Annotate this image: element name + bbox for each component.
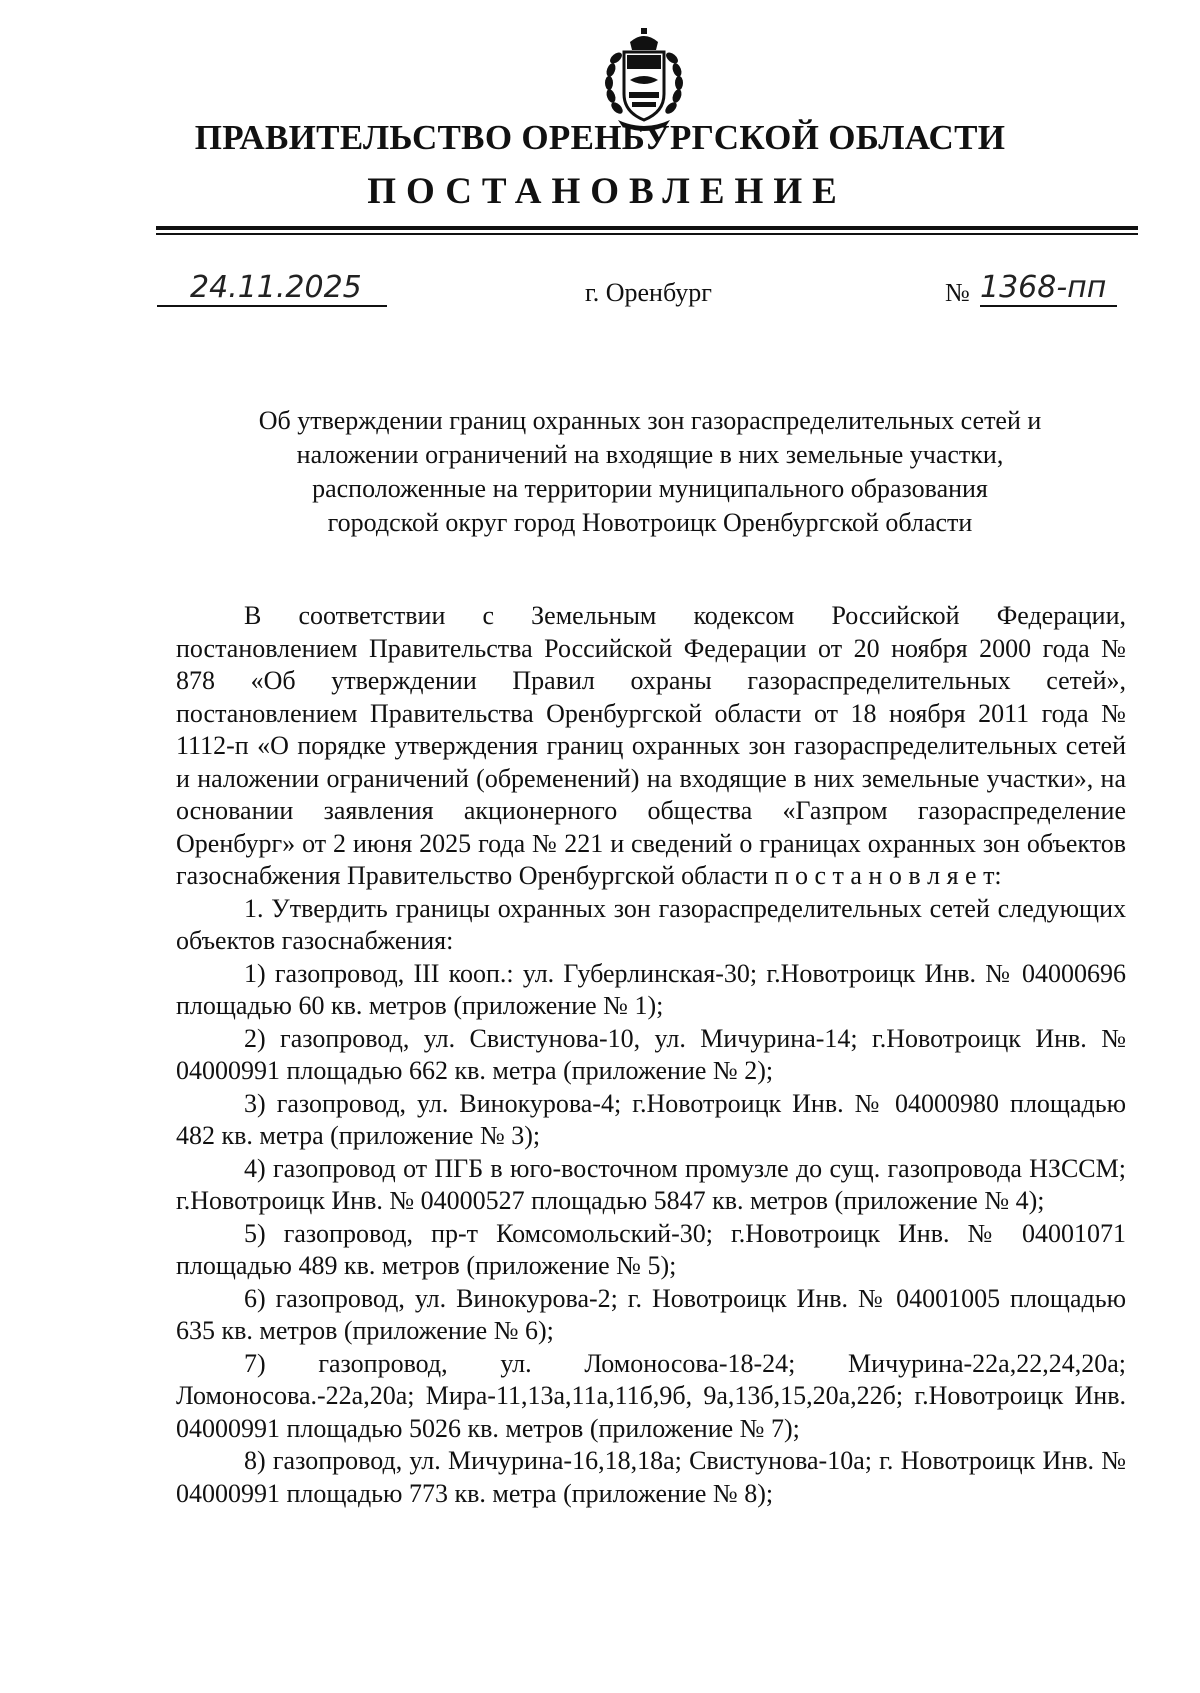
subject-line: наложении ограничений на входящие в них земельные участки, [296,440,1004,469]
document-type: ПОСТАНОВЛЕНИЕ [367,171,847,212]
point-1: 1. Утвердить границы охранных зон газораспределительных сетей следующих объектов газоснабжения: [176,893,1126,955]
header-divider-thin [156,233,1138,235]
document-date: 24.11.2025 [190,270,362,305]
list-item: 5) газопровод, пр-т Комсомольский-30; г.Новотроицк Инв. № 04001071 площадью 489 кв. метров (приложение № 5); [176,1218,1126,1280]
coat-of-arms-icon [594,28,694,132]
number-underline [980,305,1117,307]
subject-line: расположенные на территории муниципального образования [312,474,988,503]
document-subject [160,404,1140,540]
document-number: 1368-пп [980,270,1107,305]
list-item: 6) газопровод, ул. Винокурова-2; г. Новотроицк Инв. № 04001005 площадью 635 кв. метров (приложение № 6); [176,1283,1126,1345]
preamble-paragraph: В соответствии с Земельным кодексом Российской Федерации, постановлением Правительства Российской Федерации от 20 ноября 2000 года № 878 «Об утверждении Правил охраны газораспределительных сетей», постановлением Правительства Оренбургской области от 18 ноября 2011 года № 1112-п «О порядке утверждения границ охранных зон газораспределительных сетей и наложении ограничений (обременений) на входящие в них земельные участки», на основании заявления акционерного общества «Газпром газораспределение Оренбург» от 2 июня 2025 года № 221 и сведений о границах охранных зон объектов газоснабжения Правительство Оренбургской области п о с т а н о в л я е т: [176,601,1126,890]
header-divider [156,226,1138,230]
subject-line: Об утверждении границ охранных зон газораспределительных сетей и [258,406,1042,435]
list-item: 8) газопровод, ул. Мичурина-16,18,18а; Свистунова-10а; г. Новотроицк Инв. № 04000991 площадью 773 кв. метра (приложение № 8); [176,1446,1126,1508]
list-item: 3) газопровод, ул. Винокурова-4; г.Новотроицк Инв. № 04000980 площадью 482 кв. метра (приложение № 3); [176,1088,1126,1150]
list-item: 1) газопровод, III кооп.: ул. Губерлинская-30; г.Новотроицк Инв. № 04000696 площадью 60 кв. метров (приложение № 1); [176,958,1126,1020]
list-item: 7) газопровод, ул. Ломоносова-18-24; Мичурина-22а,22,24,20а; Ломоносова.-22а,20а; Мира-11,13а,11а,11б,9б, 9а,13б,15,20а,22б; г.Новотроицк Инв. 04000991 площадью 5026 кв. метров (приложение № 7); [176,1348,1126,1443]
document-city: г. Оренбург [585,278,712,307]
document-number-label: № [945,278,970,307]
list-item: 4) газопровод от ПГБ в юго-восточном промузле до сущ. газопровода НЗССМ; г.Новотроицк Инв. № 04000527 площадью 5847 кв. метров (приложение № 4); [176,1153,1126,1215]
list-item: 2) газопровод, ул. Свистунова-10, ул. Мичурина-14; г.Новотроицк Инв. № 04000991 площадью 662 кв. метра (приложение № 2); [176,1023,1126,1085]
document-body [176,600,1126,1510]
subject-line: городской округ город Новотроицк Оренбургской области [327,508,973,537]
government-title: ПРАВИТЕЛЬСТВО ОРЕНБУРГСКОЙ ОБЛАСТИ [194,118,1006,157]
date-underline [157,305,387,307]
